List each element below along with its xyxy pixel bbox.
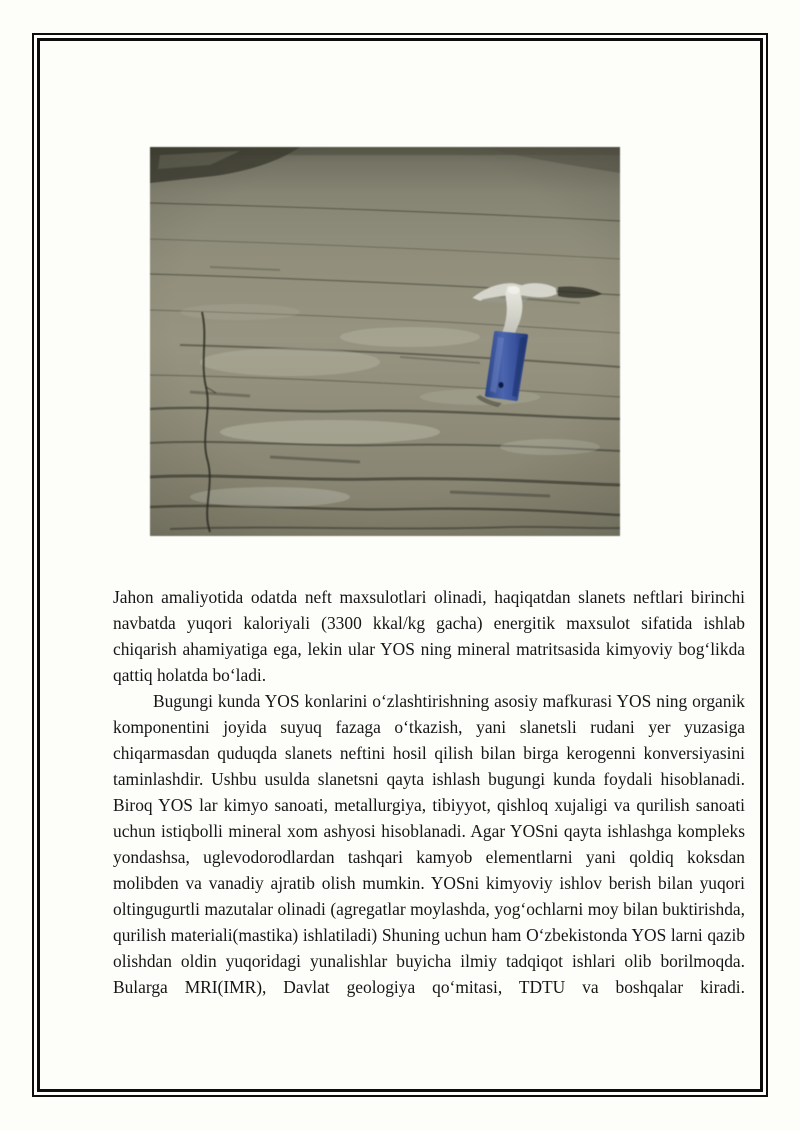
body-paragraph-1: Jahon amaliyotida odatda neft maxsulotlari olinadi, haqiqatdan slanets neftlari birinchi navbatda yuqori kaloriyali (3300 kkal/kg gacha) energitik maxsulot sifatida ishlab chiqarish ahamiyatiga ega, lekin ular YOS ning mineral matritsasida kimyoviy bogʻlikda qattiq holatda boʻladi. — [113, 587, 745, 685]
body-paragraph-2: Bugungi kunda YOS konlarini oʻzlashtirishning asosiy mafkurasi YOS ning organik komponentini joyida suyuq fazaga oʻtkazish, yani slanetsli rudani yer yuzasiga chiqarmasdan quduqda slanets neftini hosil qilish bilan birga kerogenni konversiyasini taminlashdir. Ushbu usulda slanetsni qayta ishlash bugungi kunda foydali hisoblanadi. Biroq YOS lar kimyo sanoati, metallurgiya, tibiyyot, qishloq xujaligi va qurilish sanoati uchun istiqbolli mineral xom ashyosi hisoblanadi. Agar YOSni qayta ishlashga kompleks yondashsa, uglevodorodlardan tashqari kamyob elementlarni yani qoldiq koksdan molibden va vanadiy ajratib olish mumkin. YOSni kimyoviy ishlov berish bilan yuqori oltingugurtli mazutalar olinadi (agregatlar moylashda, yogʻochlarni moy bilan buktirishda, qurilish materiali(mastika) ishlatiladi) Shuning uchun ham Oʻzbekistonda YOS larni qazib olishdan oldin yuqoridagi yunalishlar buyicha ilmiy tadqiqot ishlari olib borilmoqda. Bularga MRI(IMR), Davlat geologiya qoʻmitasi, TDTU va boshqalar kiradi. — [113, 691, 745, 997]
shale-photo-graphic — [150, 147, 620, 536]
oil-shale-outcrop-photo — [150, 147, 620, 536]
body-text — [113, 584, 745, 1000]
